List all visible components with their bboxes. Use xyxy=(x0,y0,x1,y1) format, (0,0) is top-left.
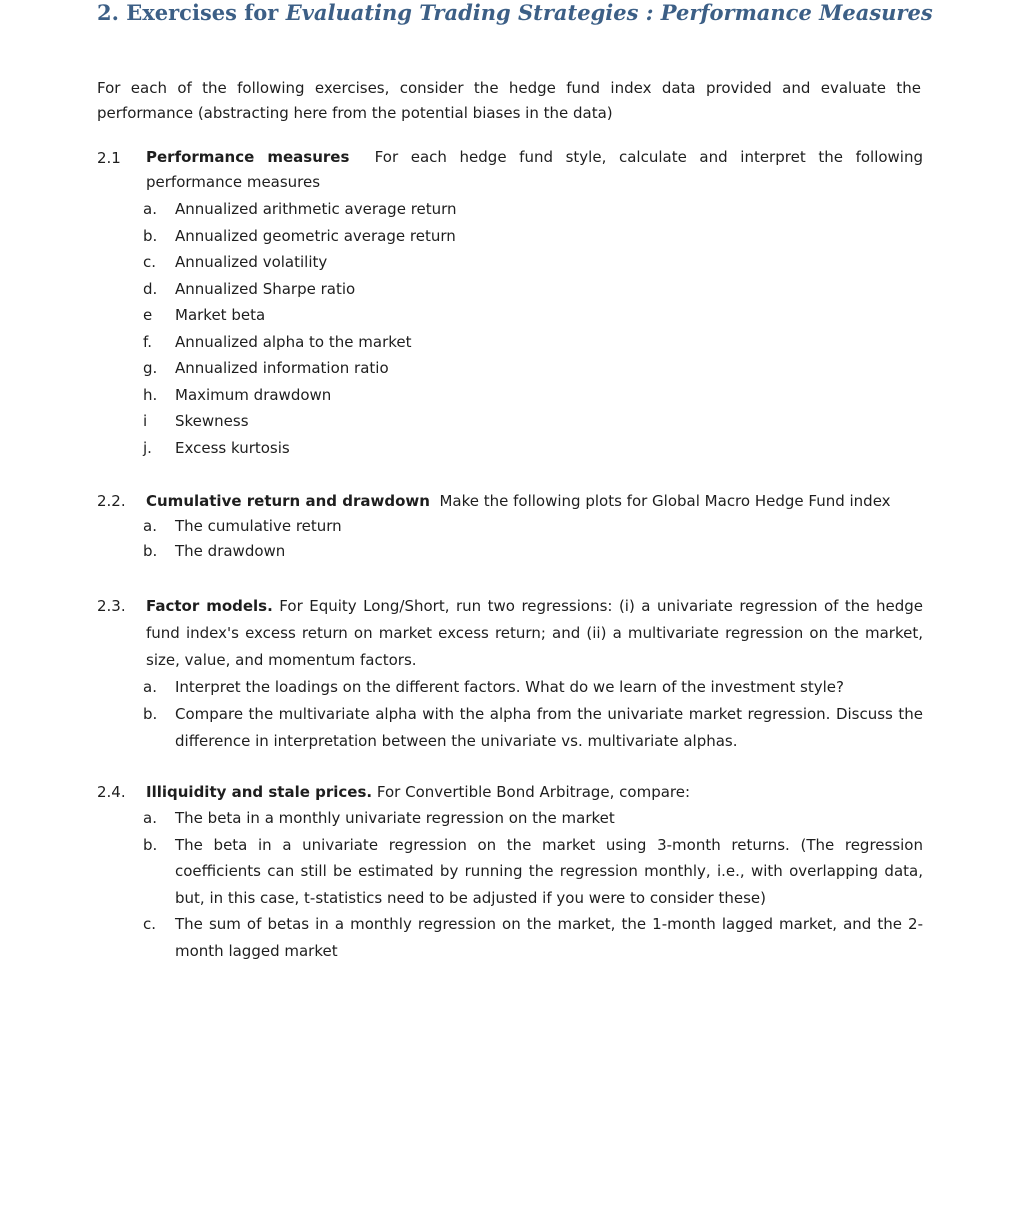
item-label: e xyxy=(143,306,153,324)
item-text: Excess kurtosis xyxy=(175,438,290,457)
section-body: Make the following plots for Global Macro Hedge Fund index xyxy=(439,492,891,510)
list-item xyxy=(97,249,923,276)
item-text: Annualized arithmetic average return xyxy=(175,200,457,218)
item-text: The cumulative return xyxy=(175,517,342,535)
section-body: For Convertible Bond Arbitrage, compare: xyxy=(376,783,691,801)
item-label: a. xyxy=(143,678,157,696)
section-2-4 xyxy=(97,779,923,964)
section-header xyxy=(97,593,923,674)
section-number: 2.3. xyxy=(97,597,126,615)
list-item xyxy=(97,355,923,382)
section-header xyxy=(97,488,923,514)
item-list xyxy=(97,514,923,564)
section-body: For Equity Long/Short, run two regressions: (i) a univariate regression of the hedge fund index's excess return on market excess return; and (ii) a multivariate regression on the market, size, value, and momentum factors. xyxy=(146,597,923,669)
item-text: Annualized alpha to the market xyxy=(175,332,412,351)
item-label: j. xyxy=(143,438,152,457)
item-text: Interpret the loadings on the different factors. What do we learn of the investment style? xyxy=(175,678,844,696)
list-item xyxy=(97,805,923,832)
item-text: The beta in a univariate regression on the market using 3-month returns. (The regression coefficients can still be estimated by running the regression monthly, i.e., with overlapping data, but, in this case, t-statistics need to be adjusted if you were to consider these) xyxy=(175,835,923,907)
item-text: The beta in a monthly univariate regression on the market xyxy=(175,809,615,827)
section-number: 2.1 xyxy=(97,149,121,167)
item-label: b. xyxy=(143,705,158,723)
item-label: b. xyxy=(143,226,158,245)
section-heading: Illiquidity and stale prices. xyxy=(146,783,373,801)
section-text xyxy=(146,593,923,674)
item-text: Annualized Sharpe ratio xyxy=(175,279,356,298)
item-text: The sum of betas in a monthly regression on the market, the 1-month lagged market, and the 2-month lagged market xyxy=(175,915,923,960)
title-prefix: 2. Exercises for xyxy=(97,0,279,25)
section-heading: Cumulative return and drawdown xyxy=(146,492,430,510)
list-item xyxy=(97,223,923,250)
section-header xyxy=(97,779,923,805)
section-header xyxy=(97,145,923,195)
item-text: Annualized information ratio xyxy=(175,359,389,377)
intro-paragraph: For each of the following exercises, consider the hedge fund index data provided and evaluate the performance (abstracting here from the potential biases in the data) xyxy=(97,79,921,122)
item-label: d. xyxy=(143,279,158,298)
item-label: c. xyxy=(143,915,157,933)
item-label: b. xyxy=(143,835,158,854)
list-item xyxy=(97,435,923,462)
item-label: b. xyxy=(143,542,158,560)
section-2-3 xyxy=(97,593,923,755)
section-text xyxy=(146,145,923,195)
title-italic: Evaluating Trading Strategies : Performance Measures xyxy=(285,0,933,25)
section-text xyxy=(146,488,923,514)
item-label: h. xyxy=(143,385,158,404)
item-text: Maximum drawdown xyxy=(175,385,332,404)
list-item xyxy=(97,329,923,356)
item-label: g. xyxy=(143,359,158,377)
item-text: Annualized geometric average return xyxy=(175,226,456,245)
item-label: a. xyxy=(143,200,157,218)
section-heading: Factor models. xyxy=(146,597,273,615)
section-heading: Performance measures xyxy=(146,148,350,166)
page-title xyxy=(97,0,933,25)
section-2-2 xyxy=(97,488,923,564)
list-item xyxy=(97,382,923,409)
item-text: Skewness xyxy=(175,412,249,430)
item-list xyxy=(97,805,923,964)
item-label: f. xyxy=(143,332,152,351)
list-item xyxy=(97,302,923,329)
section-2-1 xyxy=(97,145,923,461)
item-label: i xyxy=(143,412,148,430)
list-item xyxy=(97,911,923,964)
section-body: For each hedge fund style, calculate and interpret the following performance measures xyxy=(146,148,923,191)
item-list xyxy=(97,196,923,461)
item-text: Market beta xyxy=(175,306,266,324)
item-list xyxy=(97,674,923,755)
item-label: a. xyxy=(143,809,157,827)
item-text: Compare the multivariate alpha with the alpha from the univariate market regression. Discuss the difference in interpretation between the univariate vs. multivariate alphas. xyxy=(175,705,923,750)
list-item xyxy=(97,701,923,755)
list-item xyxy=(97,832,923,912)
item-label: c. xyxy=(143,253,157,271)
list-item xyxy=(97,514,923,539)
list-item xyxy=(97,276,923,303)
item-label: a. xyxy=(143,517,157,535)
section-text xyxy=(146,779,923,805)
list-item xyxy=(97,196,923,223)
item-text: Annualized volatility xyxy=(175,253,328,271)
list-item xyxy=(97,674,923,701)
section-number: 2.4. xyxy=(97,783,126,801)
section-number: 2.2. xyxy=(97,492,126,510)
list-item xyxy=(97,408,923,435)
list-item xyxy=(97,539,923,564)
item-text: The drawdown xyxy=(175,542,286,560)
